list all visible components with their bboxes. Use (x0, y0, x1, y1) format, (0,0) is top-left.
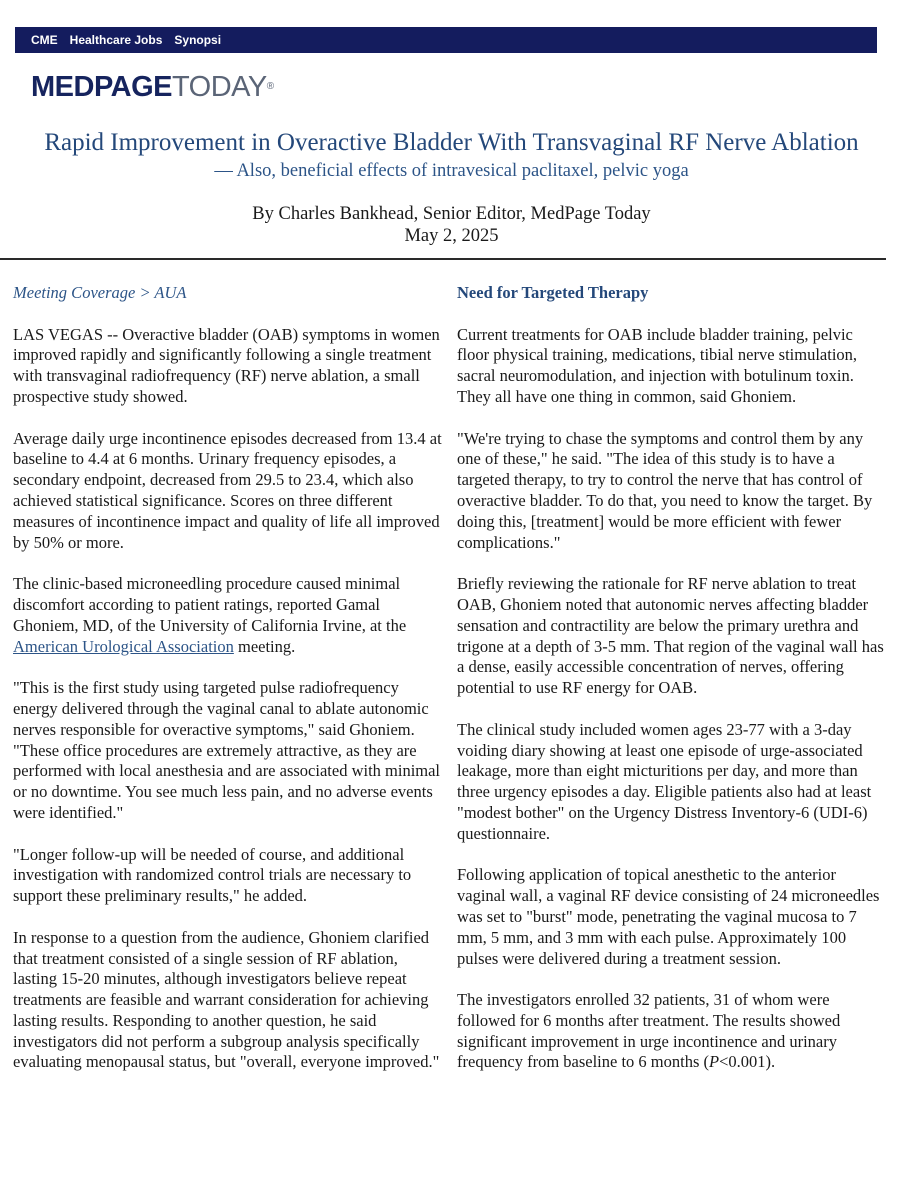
nav-link-cme[interactable]: CME (31, 33, 58, 47)
logo-registered-mark: ® (266, 81, 274, 92)
paragraph-8: "We're trying to chase the symptoms and control them by any one of these," he said. "The idea of this study is to have a targeted therapy, to try to control the nerve that has control of overactive bladder. To do that, you need to know the target. By doing this, [treatment] would be more efficient with fewer complications." (457, 428, 873, 552)
article-column-right (457, 283, 887, 1094)
paragraph-7: Current treatments for OAB include bladder training, pelvic floor physical training, medications, tibial nerve stimulation, sacral neuromodulation, and injection with botulinum toxin. They all have one thing in common, said Ghoniem. (457, 324, 858, 406)
paragraph-9: Briefly reviewing the rationale for RF nerve ablation to treat OAB, Ghoniem noted that autonomic nerves affecting bladder sensation and contractility are below the primary urethra and trigone at a depth of 3-5 mm. That region of the vaginal wall has a dense, easily accessible concentration of nerves, offering potential to use RF energy for OAB. (457, 574, 884, 698)
medpage-today-logo[interactable] (31, 70, 274, 104)
paragraph-2: Average daily urge incontinence episodes decreased from 13.4 at baseline to 4.4 at 6 months. Urinary frequency episodes, a secondary endpoint, decreased from 29.5 to 23.4, which also achieved statistical significance. Scores on three different measures of incontinence impact and quality of life all improved by 50% or more. (13, 428, 442, 552)
paragraph-10: The clinical study included women ages 23-77 with a 3-day voiding diary showing at least one episode of urge-associated leakage, more than eight micturitions per day, and more than three urgency episodes a day. Eligible patients also had at least "modest bother" on the Urgency Distress Inventory-6 (UDI-6) questionnaire. (457, 719, 872, 843)
article-byline: By Charles Bankhead, Senior Editor, MedPage Today (252, 204, 651, 224)
aua-link[interactable]: American Urological Association (13, 636, 234, 656)
paragraph-3 (13, 574, 443, 657)
paragraph-1: LAS VEGAS -- Overactive bladder (OAB) symptoms in women improved rapidly and significantly following a single treatment with transvaginal radiofrequency (RF) nerve ablation, a small prospective study showed. (13, 324, 440, 406)
top-nav-bar (15, 27, 877, 53)
paragraph-6: In response to a question from the audience, Ghoniem clarified that treatment consisted of a single session of RF ablation, lasting 15-20 minutes, although investigators believe repeat treatments are feasible and warrant consideration for achieving lasting results. Responding to another question, he said investigators did not perform a subgroup analysis specifically evaluating menopausal status, but "overall, everyone improved." (13, 927, 440, 1072)
paragraph-3-text-b: meeting. (233, 636, 296, 656)
header-divider (0, 258, 886, 260)
section-heading: Need for Targeted Therapy (457, 283, 649, 302)
paragraph-3-text-a: The clinic-based microneedling procedure caused minimal discomfort according to patient ratings, reported Gamal Ghoniem, MD, of the University of California Irvine, at the (13, 574, 407, 635)
nav-link-synopsi[interactable]: Synopsi (174, 33, 222, 47)
article-byline-block (0, 203, 903, 247)
article-subhead: — Also, beneficial effects of intravesical paclitaxel, pelvic yoga (214, 161, 689, 181)
paragraph-11: Following application of topical anesthetic to the anterior vaginal wall, a vaginal RF device consisting of 24 microneedles was set to "burst" mode, penetrating the vaginal mucosa to 7 mm, 5 mm, and 3 mm with each pulse. Approximately 100 pulses were delivered during a treatment session. (457, 865, 880, 968)
paragraph-4: "This is the first study using targeted pulse radiofrequency energy delivered through the vaginal canal to ablate autonomic nerves responsible for overactive symptoms," said Ghoniem. "These office procedures are extremely attractive, as they are performed with local anesthesia and are associated with minimal or no downtime. You see much less pain, and no adverse events were identified." (13, 678, 441, 822)
nav-link-healthcare-jobs[interactable]: Healthcare Jobs (69, 33, 163, 47)
paragraph-12-text-a: The investigators enrolled 32 patients, 31 of whom were followed for 6 months after treatment. The results showed significant improvement in urge incontinence and urinary frequency from baseline to 6 months ( (457, 990, 841, 1072)
section-breadcrumb-link[interactable]: Meeting Coverage > AUA (13, 283, 187, 302)
p-value-symbol: P (709, 1052, 720, 1072)
paragraph-5: "Longer follow-up will be needed of course, and additional investigation with randomized control trials are necessary to support these preliminary results," he added. (13, 844, 412, 906)
paragraph-12 (457, 990, 887, 1073)
paragraph-12-text-b: <0.001). (719, 1052, 776, 1072)
logo-part-today: TODAY (171, 71, 267, 103)
article-headline: Rapid Improvement in Overactive Bladder With Transvaginal RF Nerve Ablation (44, 129, 859, 156)
logo-part-medpage: MEDPAGE (31, 71, 172, 103)
article-date: May 2, 2025 (404, 226, 499, 246)
article-column-left (13, 283, 443, 1094)
